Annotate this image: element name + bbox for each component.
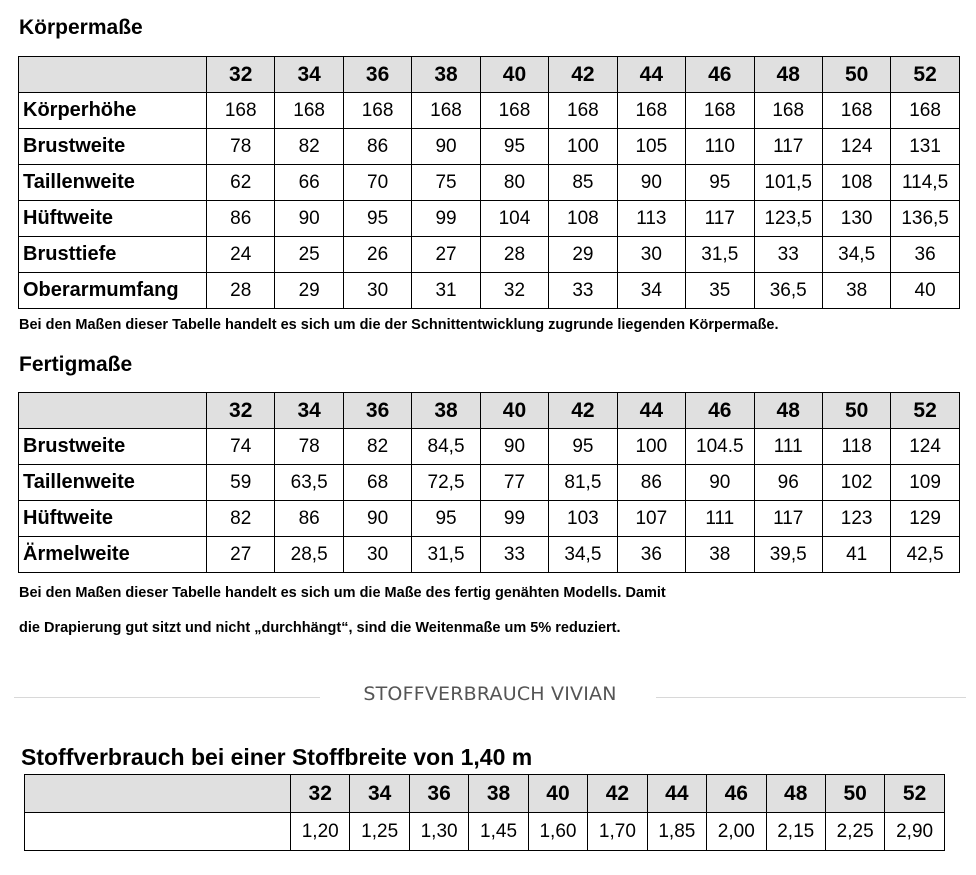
value-cell: 90 [617, 165, 685, 201]
value-cell: 131 [891, 129, 959, 165]
size-header-cell: 40 [528, 775, 587, 813]
value-cell: 82 [207, 501, 275, 537]
value-cell: 24 [207, 237, 275, 273]
row-label-cell: Hüftweite [19, 201, 207, 237]
size-header-cell: 38 [469, 775, 528, 813]
value-cell: 113 [617, 201, 685, 237]
fertigmasse-note-line-1: Bei den Maßen dieser Tabelle handelt es sich um die Maße des fertig genähten Modells. Damit [19, 585, 666, 601]
value-cell: 28 [207, 273, 275, 309]
table-row [19, 165, 960, 201]
value-cell: 78 [207, 129, 275, 165]
value-cell: 90 [480, 429, 548, 465]
size-header-cell: 34 [275, 57, 343, 93]
value-cell: 111 [754, 429, 822, 465]
table-row [19, 129, 960, 165]
value-cell: 66 [275, 165, 343, 201]
value-cell: 99 [480, 501, 548, 537]
table-row [19, 201, 960, 237]
value-cell: 86 [343, 129, 411, 165]
table-row [19, 237, 960, 273]
value-cell: 118 [822, 429, 890, 465]
consumption-value-cell: 1,45 [469, 813, 528, 851]
value-cell: 90 [275, 201, 343, 237]
size-header-row [25, 775, 945, 813]
value-cell: 168 [617, 93, 685, 129]
value-cell: 101,5 [754, 165, 822, 201]
value-cell: 95 [412, 501, 480, 537]
row-label-cell: Hüftweite [19, 501, 207, 537]
value-cell: 104.5 [686, 429, 754, 465]
value-cell: 78 [275, 429, 343, 465]
value-cell: 63,5 [275, 465, 343, 501]
value-cell: 38 [822, 273, 890, 309]
value-cell: 25 [275, 237, 343, 273]
value-cell: 30 [343, 537, 411, 573]
value-cell: 168 [275, 93, 343, 129]
value-cell: 27 [412, 237, 480, 273]
value-cell: 29 [275, 273, 343, 309]
size-header-cell: 50 [822, 393, 890, 429]
header-corner-cell [19, 393, 207, 429]
value-cell: 129 [891, 501, 959, 537]
value-cell: 33 [549, 273, 617, 309]
value-cell: 109 [891, 465, 959, 501]
size-header-cell: 44 [647, 775, 706, 813]
section-divider-left [14, 697, 320, 698]
value-cell: 168 [686, 93, 754, 129]
value-cell: 117 [754, 501, 822, 537]
table-row [19, 429, 960, 465]
size-header-cell: 38 [412, 57, 480, 93]
consumption-row [25, 813, 945, 851]
value-cell: 130 [822, 201, 890, 237]
value-cell: 81,5 [549, 465, 617, 501]
size-header-cell: 52 [891, 57, 959, 93]
size-header-cell: 44 [617, 393, 685, 429]
size-header-cell: 32 [207, 393, 275, 429]
consumption-label-cell [25, 813, 291, 851]
header-corner-cell [25, 775, 291, 813]
table-row [19, 465, 960, 501]
size-header-cell: 36 [409, 775, 468, 813]
row-label-cell: Brustweite [19, 129, 207, 165]
value-cell: 68 [343, 465, 411, 501]
koerpermasse-table [18, 56, 960, 309]
value-cell: 108 [549, 201, 617, 237]
koerpermasse-title: Körpermaße [19, 16, 143, 39]
table-row [19, 537, 960, 573]
value-cell: 86 [275, 501, 343, 537]
row-label-cell: Brusttiefe [19, 237, 207, 273]
value-cell: 36 [617, 537, 685, 573]
value-cell: 27 [207, 537, 275, 573]
value-cell: 168 [549, 93, 617, 129]
value-cell: 84,5 [412, 429, 480, 465]
value-cell: 33 [480, 537, 548, 573]
value-cell: 34,5 [549, 537, 617, 573]
consumption-value-cell: 1,25 [350, 813, 409, 851]
value-cell: 59 [207, 465, 275, 501]
section-divider-right [656, 697, 966, 698]
value-cell: 41 [822, 537, 890, 573]
fertigmasse-note-line-2: die Drapierung gut sitzt und nicht „durchhängt“, sind die Weitenmaße um 5% reduziert. [19, 620, 621, 636]
size-header-cell: 44 [617, 57, 685, 93]
value-cell: 168 [822, 93, 890, 129]
value-cell: 168 [343, 93, 411, 129]
value-cell: 72,5 [412, 465, 480, 501]
value-cell: 39,5 [754, 537, 822, 573]
value-cell: 34,5 [822, 237, 890, 273]
size-header-cell: 42 [549, 393, 617, 429]
size-header-cell: 52 [885, 775, 944, 813]
fertigmasse-title: Fertigmaße [19, 353, 133, 376]
size-header-cell: 48 [766, 775, 825, 813]
value-cell: 117 [754, 129, 822, 165]
value-cell: 90 [412, 129, 480, 165]
value-cell: 31,5 [412, 537, 480, 573]
consumption-value-cell: 1,30 [409, 813, 468, 851]
consumption-value-cell: 2,90 [885, 813, 944, 851]
value-cell: 35 [686, 273, 754, 309]
size-header-row [19, 57, 960, 93]
size-header-cell: 46 [686, 57, 754, 93]
value-cell: 100 [549, 129, 617, 165]
size-header-cell: 36 [343, 57, 411, 93]
value-cell: 96 [754, 465, 822, 501]
value-cell: 30 [617, 237, 685, 273]
value-cell: 168 [207, 93, 275, 129]
value-cell: 42,5 [891, 537, 959, 573]
size-header-cell: 48 [754, 57, 822, 93]
value-cell: 32 [480, 273, 548, 309]
value-cell: 28,5 [275, 537, 343, 573]
value-cell: 117 [686, 201, 754, 237]
value-cell: 34 [617, 273, 685, 309]
value-cell: 62 [207, 165, 275, 201]
value-cell: 33 [754, 237, 822, 273]
value-cell: 104 [480, 201, 548, 237]
size-header-cell: 34 [350, 775, 409, 813]
size-header-cell: 42 [588, 775, 647, 813]
value-cell: 95 [549, 429, 617, 465]
value-cell: 123 [822, 501, 890, 537]
section-title: STOFFVERBRAUCH VIVIAN [363, 683, 617, 705]
table-row [19, 273, 960, 309]
value-cell: 95 [686, 165, 754, 201]
size-header-cell: 36 [343, 393, 411, 429]
stoffverbrauch-title: Stoffverbrauch bei einer Stoffbreite von 1,40 m [21, 744, 533, 770]
size-header-cell: 46 [707, 775, 766, 813]
stoffverbrauch-table [24, 774, 945, 851]
value-cell: 75 [412, 165, 480, 201]
table-row [19, 93, 960, 129]
value-cell: 82 [343, 429, 411, 465]
value-cell: 168 [412, 93, 480, 129]
value-cell: 30 [343, 273, 411, 309]
value-cell: 31,5 [686, 237, 754, 273]
size-header-cell: 50 [822, 57, 890, 93]
value-cell: 90 [686, 465, 754, 501]
table-row [19, 501, 960, 537]
value-cell: 99 [412, 201, 480, 237]
value-cell: 31 [412, 273, 480, 309]
size-header-cell: 40 [480, 393, 548, 429]
value-cell: 168 [480, 93, 548, 129]
value-cell: 111 [686, 501, 754, 537]
value-cell: 28 [480, 237, 548, 273]
value-cell: 114,5 [891, 165, 959, 201]
value-cell: 108 [822, 165, 890, 201]
header-corner-cell [19, 57, 207, 93]
value-cell: 168 [891, 93, 959, 129]
value-cell: 90 [343, 501, 411, 537]
value-cell: 124 [822, 129, 890, 165]
koerpermasse-note: Bei den Maßen dieser Tabelle handelt es sich um die der Schnittentwicklung zugrunde liegenden Körpermaße. [19, 317, 779, 333]
consumption-value-cell: 1,60 [528, 813, 587, 851]
value-cell: 95 [343, 201, 411, 237]
value-cell: 136,5 [891, 201, 959, 237]
size-header-cell: 42 [549, 57, 617, 93]
value-cell: 74 [207, 429, 275, 465]
value-cell: 123,5 [754, 201, 822, 237]
value-cell: 124 [891, 429, 959, 465]
value-cell: 100 [617, 429, 685, 465]
consumption-value-cell: 2,15 [766, 813, 825, 851]
size-header-cell: 32 [207, 57, 275, 93]
fertigmasse-table [18, 392, 960, 573]
consumption-value-cell: 1,70 [588, 813, 647, 851]
value-cell: 102 [822, 465, 890, 501]
consumption-value-cell: 2,00 [707, 813, 766, 851]
value-cell: 105 [617, 129, 685, 165]
row-label-cell: Taillenweite [19, 165, 207, 201]
value-cell: 38 [686, 537, 754, 573]
size-header-cell: 40 [480, 57, 548, 93]
value-cell: 107 [617, 501, 685, 537]
value-cell: 80 [480, 165, 548, 201]
value-cell: 26 [343, 237, 411, 273]
consumption-value-cell: 1,85 [647, 813, 706, 851]
row-label-cell: Oberarmumfang [19, 273, 207, 309]
row-label-cell: Körperhöhe [19, 93, 207, 129]
value-cell: 103 [549, 501, 617, 537]
value-cell: 86 [617, 465, 685, 501]
size-header-cell: 48 [754, 393, 822, 429]
value-cell: 29 [549, 237, 617, 273]
row-label-cell: Brustweite [19, 429, 207, 465]
value-cell: 110 [686, 129, 754, 165]
value-cell: 85 [549, 165, 617, 201]
size-header-cell: 52 [891, 393, 959, 429]
value-cell: 168 [754, 93, 822, 129]
size-header-cell: 38 [412, 393, 480, 429]
value-cell: 70 [343, 165, 411, 201]
row-label-cell: Ärmelweite [19, 537, 207, 573]
value-cell: 95 [480, 129, 548, 165]
value-cell: 36 [891, 237, 959, 273]
row-label-cell: Taillenweite [19, 465, 207, 501]
consumption-value-cell: 2,25 [825, 813, 884, 851]
size-header-cell: 32 [291, 775, 350, 813]
size-header-cell: 46 [686, 393, 754, 429]
value-cell: 36,5 [754, 273, 822, 309]
size-header-cell: 50 [825, 775, 884, 813]
consumption-value-cell: 1,20 [291, 813, 350, 851]
size-header-cell: 34 [275, 393, 343, 429]
value-cell: 86 [207, 201, 275, 237]
value-cell: 82 [275, 129, 343, 165]
size-header-row [19, 393, 960, 429]
value-cell: 77 [480, 465, 548, 501]
value-cell: 40 [891, 273, 959, 309]
